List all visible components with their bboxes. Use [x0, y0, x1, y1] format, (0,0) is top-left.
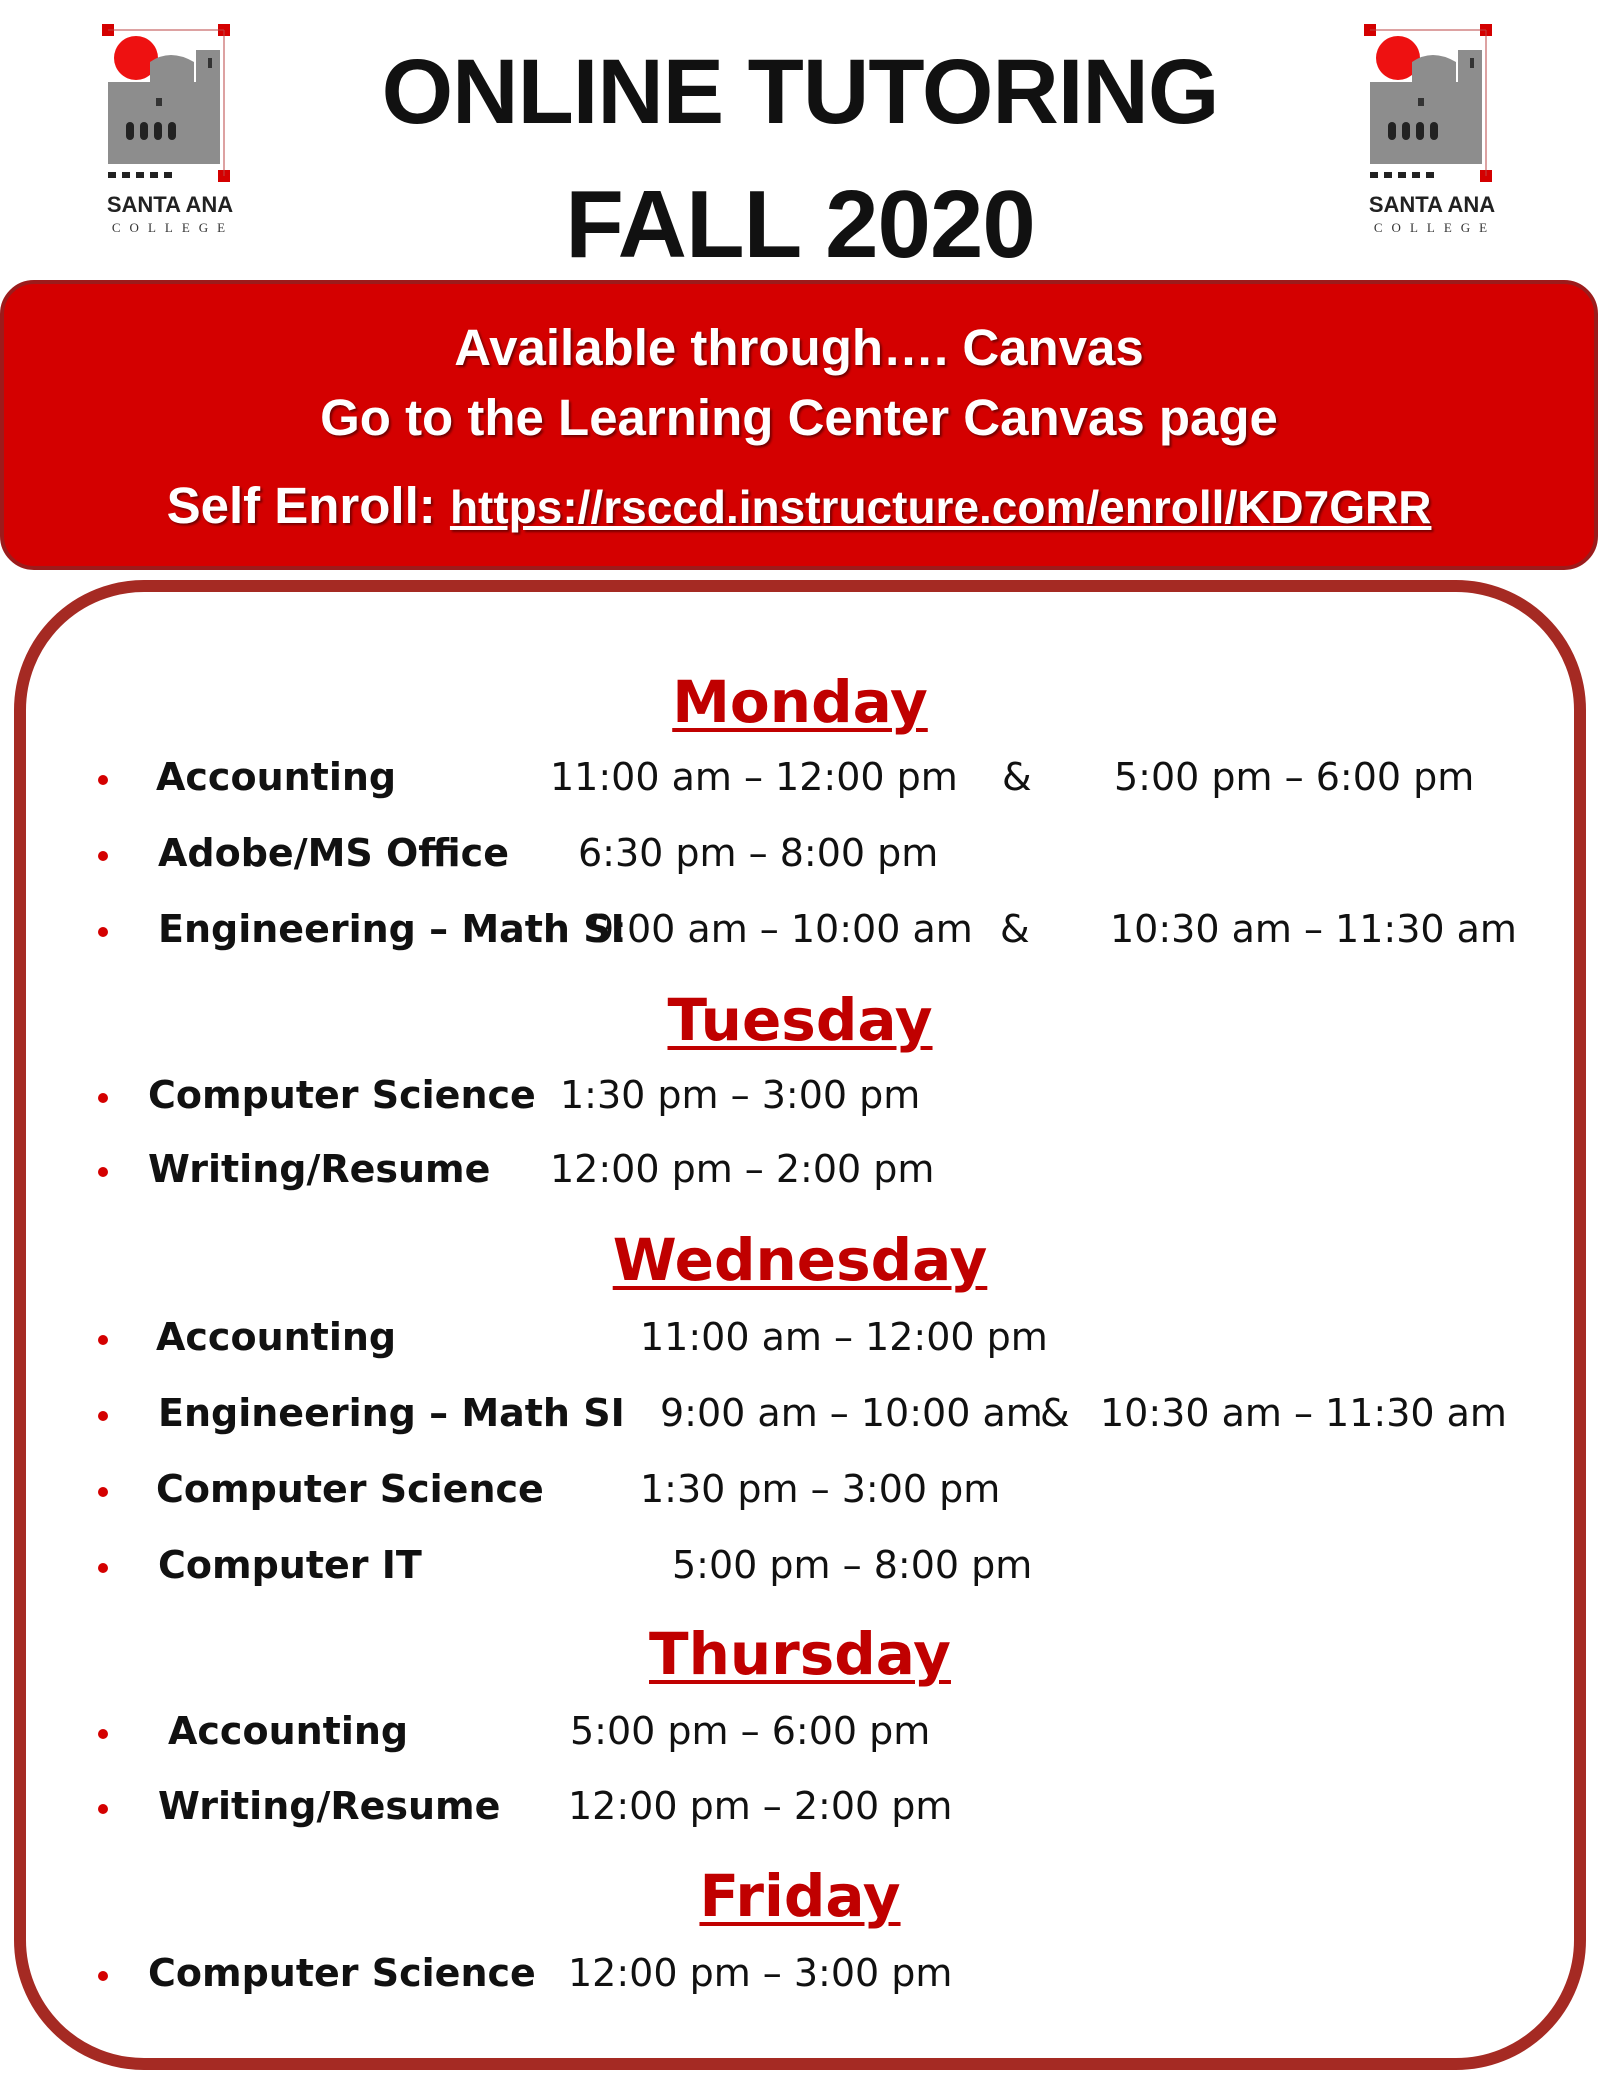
list-item — [0, 1467, 1600, 1523]
subject-label: Computer Science — [148, 1073, 536, 1117]
page-subtitle: FALL 2020 — [565, 171, 1035, 278]
enroll-label: Self Enroll: — [166, 477, 436, 534]
day-heading-tuesday: Tuesday — [667, 986, 933, 1054]
list-item — [0, 1709, 1600, 1765]
subject-label: Engineering – Math SI — [158, 1391, 625, 1435]
list-item — [0, 1073, 1600, 1129]
subject-label: Accounting — [156, 755, 397, 799]
bullet-icon — [98, 1729, 108, 1739]
time-slot: 6:30 pm – 8:00 pm — [578, 831, 939, 875]
list-item — [0, 755, 1600, 811]
time-slot: 9:00 am – 10:00 am — [660, 1391, 1043, 1435]
subject-label: Engineering – Math SI — [158, 907, 625, 951]
list-item — [0, 907, 1600, 963]
banner-availability: Available through…. Canvas — [454, 319, 1144, 376]
bullet-icon — [98, 775, 108, 785]
list-item — [0, 1784, 1600, 1840]
bullet-icon — [98, 1487, 108, 1497]
logo-name: SANTA ANA — [106, 192, 234, 217]
time-slot: 12:00 pm – 2:00 pm — [550, 1147, 935, 1191]
subject-label: Computer Science — [148, 1951, 536, 1995]
list-item — [0, 1147, 1600, 1203]
day-heading-wednesday: Wednesday — [612, 1226, 988, 1294]
day-heading-monday: Monday — [672, 668, 928, 736]
bullet-icon — [98, 1411, 108, 1421]
page-title: ONLINE TUTORING — [381, 41, 1219, 143]
list-item — [0, 1315, 1600, 1371]
list-item — [0, 831, 1600, 887]
subject-label: Computer Science — [156, 1467, 544, 1511]
bullet-icon — [98, 1804, 108, 1814]
bullet-icon — [98, 851, 108, 861]
bullet-icon — [98, 1563, 108, 1573]
subject-label: Writing/Resume — [158, 1784, 501, 1828]
time-slot: 10:30 am – 11:30 am — [1100, 1391, 1507, 1435]
bullet-icon — [98, 1335, 108, 1345]
time-slot: 11:00 am – 12:00 pm — [550, 755, 958, 799]
time-slot: 5:00 pm – 6:00 pm — [1114, 755, 1475, 799]
list-item — [0, 1951, 1600, 2007]
list-item — [0, 1543, 1600, 1599]
time-slot: 1:30 pm – 3:00 pm — [560, 1073, 921, 1117]
list-item — [0, 1391, 1600, 1447]
banner-enroll — [4, 476, 1594, 535]
ampersand: & — [1000, 907, 1030, 951]
canvas-info-banner — [0, 280, 1598, 570]
logo-subtitle: COLLEGE — [111, 220, 235, 235]
logo-subtitle: COLLEGE — [1373, 220, 1497, 235]
bullet-icon — [98, 1093, 108, 1103]
enroll-link[interactable]: https://rsccd.instructure.com/enroll/KD7GRR — [449, 481, 1432, 533]
time-slot: 12:00 pm – 2:00 pm — [568, 1784, 953, 1828]
subject-label: Computer IT — [158, 1543, 422, 1587]
bullet-icon — [98, 1167, 108, 1177]
bullet-icon — [98, 927, 108, 937]
ampersand: & — [1002, 755, 1032, 799]
time-slot: 9:00 am – 10:00 am — [590, 907, 973, 951]
subject-label: Accounting — [168, 1709, 409, 1753]
bullet-icon — [98, 1971, 108, 1981]
time-slot: 5:00 pm – 6:00 pm — [570, 1709, 931, 1753]
time-slot: 11:00 am – 12:00 pm — [640, 1315, 1048, 1359]
day-heading-friday: Friday — [699, 1862, 901, 1930]
time-slot: 1:30 pm – 3:00 pm — [640, 1467, 1001, 1511]
subject-label: Accounting — [156, 1315, 397, 1359]
banner-instructions: Go to the Learning Center Canvas page — [320, 389, 1278, 446]
logo-name: SANTA ANA — [1368, 192, 1496, 217]
ampersand: & — [1040, 1391, 1070, 1435]
subject-label: Adobe/MS Office — [158, 831, 509, 875]
day-heading-thursday: Thursday — [649, 1620, 951, 1688]
time-slot: 5:00 pm – 8:00 pm — [672, 1543, 1033, 1587]
time-slot: 10:30 am – 11:30 am — [1110, 907, 1517, 951]
subject-label: Writing/Resume — [148, 1147, 491, 1191]
time-slot: 12:00 pm – 3:00 pm — [568, 1951, 953, 1995]
